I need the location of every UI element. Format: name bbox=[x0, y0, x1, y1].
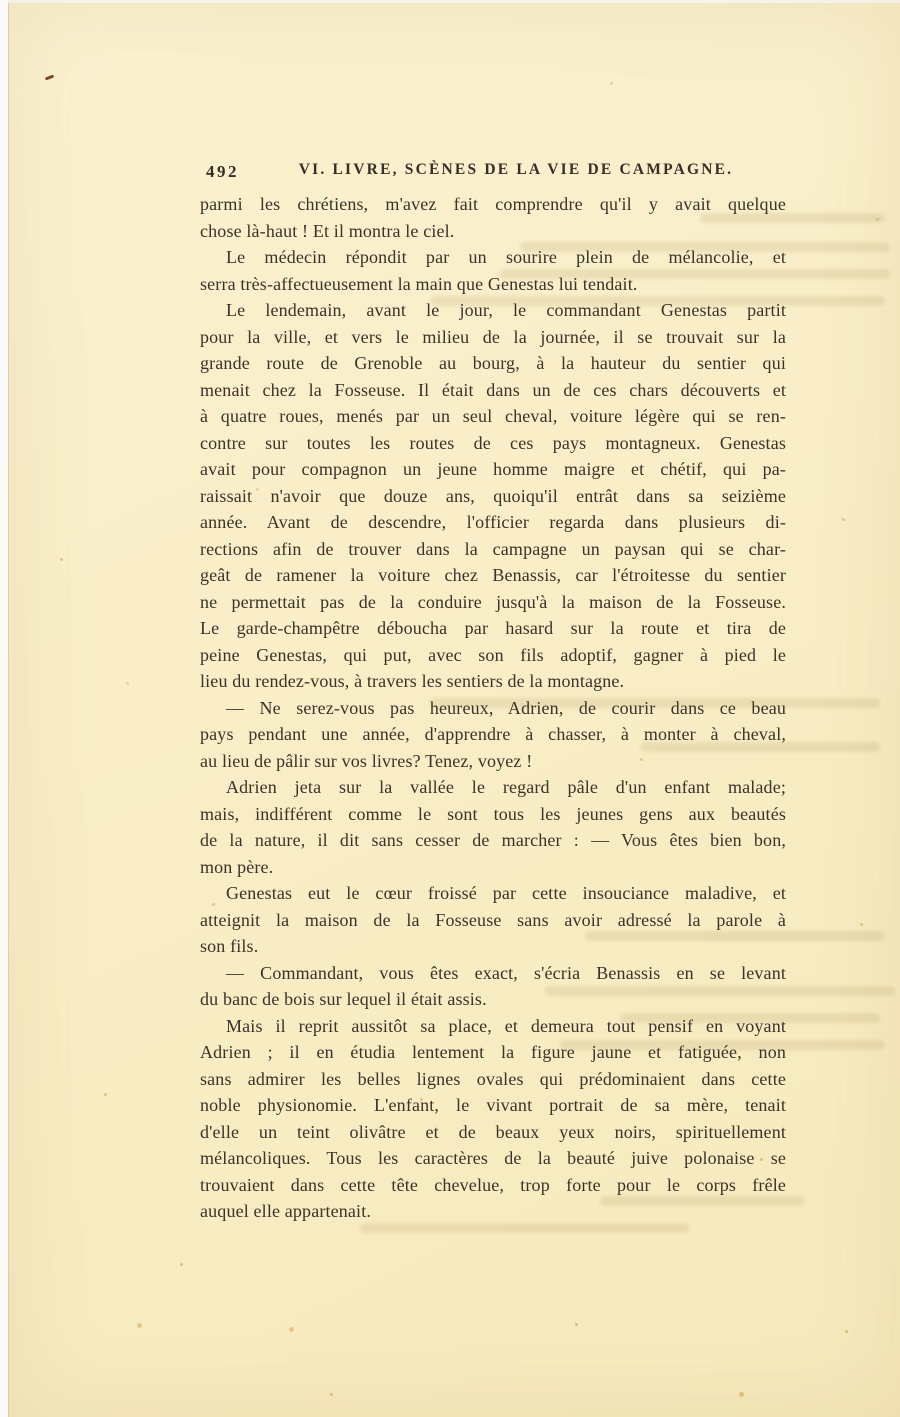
scan-edge-left bbox=[0, 0, 9, 1417]
running-header-title: VI. LIVRE, SCÈNES DE LA VIE DE CAMPAGNE. bbox=[298, 161, 734, 178]
page-surface bbox=[8, 0, 900, 1417]
text-line: rections afin de trouver dans la campagne un paysan qui se char- bbox=[200, 538, 786, 559]
text-line: à quatre roues, menés par un seul cheval, voiture légère qui se ren- bbox=[200, 406, 786, 426]
text-line: Adrien jeta sur la vallée le regard pâle d'un enfant malade; bbox=[226, 777, 786, 797]
text-line: Adrien ; il en étudia lentement la figure jaune et fatiguée, non bbox=[200, 1042, 786, 1062]
text-line: menait chez la Fosseuse. Il était dans un de ces chars découverts et bbox=[200, 379, 786, 400]
text-line: raissait n'avoir que douze ans, quoiqu'il entrât dans sa seizième bbox=[200, 485, 786, 506]
scan-edge-top bbox=[0, 0, 900, 3]
text-line: serra très-affectueusement la main que Genestas lui tendait. bbox=[200, 273, 638, 294]
text-line: mais, indifférent comme le sont tous les jeunes gens aux beautés bbox=[200, 803, 786, 824]
text-line: Le garde-champêtre déboucha par hasard sur la route et tira de bbox=[200, 618, 786, 638]
text-line: Genestas eut le cœur froissé par cette insouciance maladive, et bbox=[226, 883, 786, 903]
text-line: mélancoliques. Tous les caractères de la beauté juive polonaise se bbox=[200, 1148, 786, 1168]
text-line: son fils. bbox=[200, 936, 259, 956]
text-line: avait pour compagnon un jeune homme maigre et chétif, qui pa- bbox=[200, 459, 786, 479]
text-line: geât de ramener la voiture chez Benassis, car l'étroitesse du sentier bbox=[200, 565, 786, 585]
text-line: auquel elle appartenait. bbox=[200, 1201, 372, 1221]
text-line: pays pendant une année, d'apprendre à chasser, à monter à cheval, bbox=[200, 724, 786, 744]
text-line: Le lendemain, avant le jour, le commandant Genestas partit bbox=[226, 300, 786, 320]
text-line: atteignit la maison de la Fosseuse sans avoir adressé la parole à bbox=[200, 909, 786, 930]
text-line: au lieu de pâlir sur vos livres? Tenez, voyez ! bbox=[200, 750, 533, 771]
text-line: Le médecin répondit par un sourire plein de mélancolie, et bbox=[226, 247, 786, 267]
page-number: 492 bbox=[206, 162, 239, 181]
text-line: parmi les chrétiens, m'avez fait comprendre qu'il y avait quelque bbox=[200, 194, 786, 214]
text-line: lieu du rendez-vous, à travers les sentiers de la montagne. bbox=[200, 671, 625, 691]
text-line: d'elle un teint olivâtre et de beaux yeux noirs, spirituellement bbox=[200, 1121, 786, 1142]
text-line: mon père. bbox=[200, 856, 274, 877]
text-line: pour la ville, et vers le milieu de la journée, il se trouvait sur la bbox=[200, 326, 786, 347]
text-line: grande route de Grenoble au bourg, à la hauteur du sentier qui bbox=[200, 353, 786, 373]
text-line: du banc de bois sur lequel il était assis. bbox=[200, 989, 487, 1009]
text-line: de la nature, il dit sans cesser de marcher : — Vous êtes bien bon, bbox=[200, 830, 786, 850]
show-through-mark bbox=[360, 1223, 690, 1233]
text-block bbox=[200, 191, 786, 1225]
text-line: Mais il reprit aussitôt sa place, et demeura tout pensif en voyant bbox=[226, 1015, 786, 1036]
text-line: noble physionomie. L'enfant, le vivant portrait de sa mère, tenait bbox=[200, 1095, 786, 1115]
text-line: — Commandant, vous êtes exact, s'écria Benassis en se levant bbox=[226, 962, 786, 983]
running-head bbox=[200, 161, 786, 187]
text-line: année. Avant de descendre, l'officier regarda dans plusieurs di- bbox=[200, 512, 786, 532]
text-line: ne permettait pas de la conduire jusqu'à la maison de la Fosseuse. bbox=[200, 591, 786, 612]
text-line: sans admirer les belles lignes ovales qui prédominaient dans cette bbox=[200, 1068, 786, 1089]
text-line: — Ne serez-vous pas heureux, Adrien, de courir dans ce beau bbox=[226, 697, 786, 718]
text-line: chose là-haut ! Et il montra le ciel. bbox=[200, 220, 455, 241]
text-line: trouvaient dans cette tête chevelue, trop forte pour le corps frêle bbox=[200, 1174, 786, 1195]
text-line: contre sur toutes les routes de ces pays montagneux. Genestas bbox=[200, 432, 786, 453]
text-line: peine Genestas, qui put, avec son fils adoptif, gagner à pied le bbox=[200, 644, 786, 665]
